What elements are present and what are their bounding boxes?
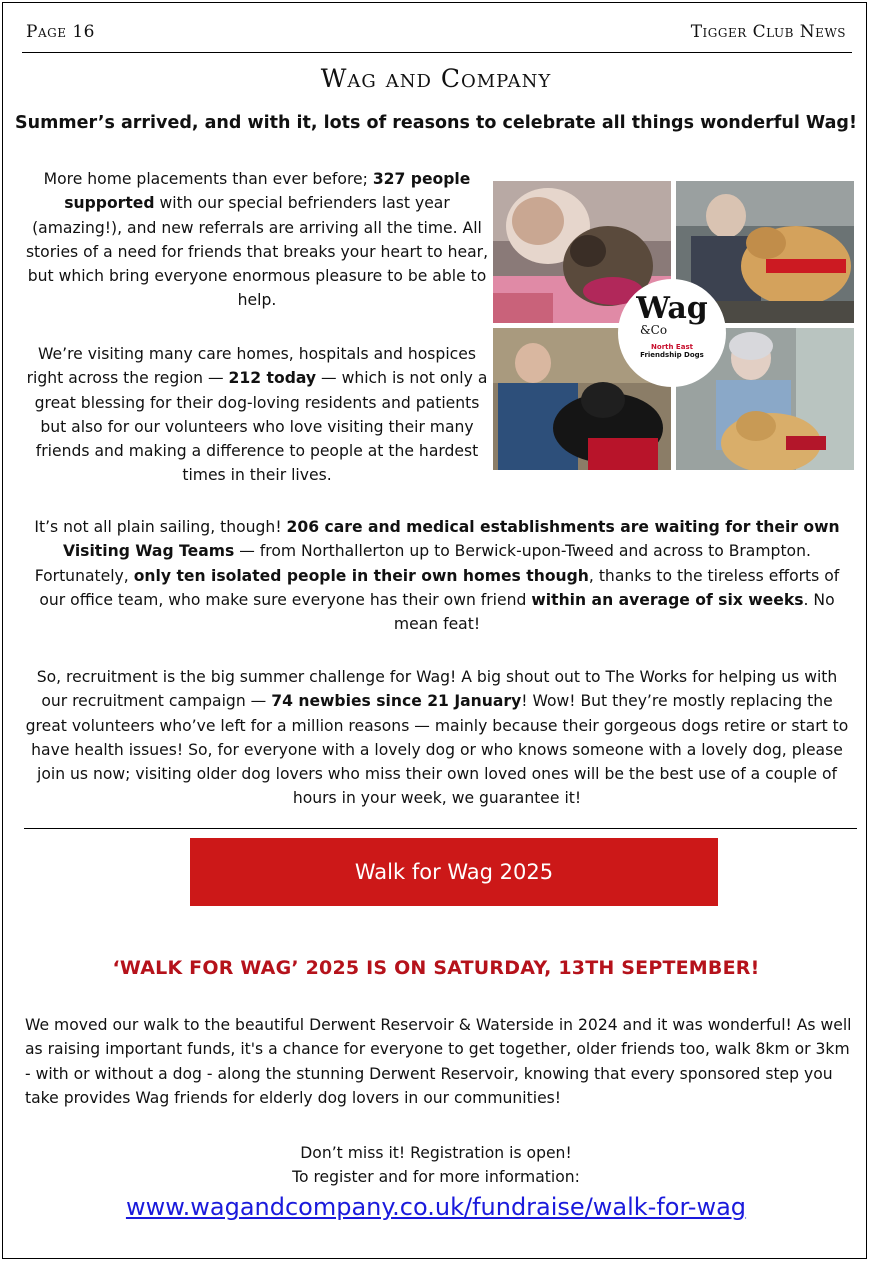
article-title: Wag and Company bbox=[320, 64, 552, 93]
paragraph-recruitment: So, recruitment is the big summer challenge for Wag! A big shout out to The Works for helping us with our recruitment campaign — 74 newbies since 21 January! Wow! But they’re mostly replacing the great volunteers who’ve left for a million reasons — mainly because their gorgeous dogs retire or start to have health issues! So, for everyone with a lovely dog or who knows someone with a lovely dog, please join us now; visiting older dog lovers who miss their own loved ones will be the best use of a couple of hours in your week, we guarantee it! bbox=[25, 668, 849, 808]
photo-collage bbox=[493, 181, 854, 470]
registration-open-text: Don’t miss it! Registration is open! bbox=[300, 1144, 572, 1162]
section-divider bbox=[24, 828, 857, 829]
walk-for-wag-link[interactable]: www.wagandcompany.co.uk/fundraise/walk-for-wag bbox=[125, 1193, 747, 1221]
paragraph-care-homes: We’re visiting many care homes, hospitals and hospices right across the region — 212 today — which is not only a great blessing for their dog-loving residents and patients but also for our volunteers who love visiting their many friends and making a difference to people at the hardest times in their lives. bbox=[26, 345, 488, 485]
newsletter-name: Tigger Club News bbox=[690, 22, 846, 42]
logo-line2: Friendship Dogs bbox=[640, 351, 704, 359]
logo-line1: North East bbox=[651, 343, 693, 351]
registration-info bbox=[0, 1141, 872, 1190]
walk-description: We moved our walk to the beautiful Derwent Reservoir & Waterside in 2024 and it was wonderful! As well as raising important funds, it's a chance for everyone to get together, older friends too, walk 8km or 3km - with or without a dog - along the stunning Derwent Reservoir, knowing that every sponsored step you take provides Wag friends for elderly dog lovers in our communities! bbox=[25, 1016, 852, 1107]
page-number: Page 16 bbox=[26, 22, 95, 42]
article-subtitle: Summer’s arrived, and with it, lots of reasons to celebrate all things wonderful Wag! bbox=[15, 113, 857, 133]
register-info-text: To register and for more information: bbox=[292, 1168, 580, 1187]
walk-date-headline: ‘WALK FOR WAG’ 2025 IS ON SATURDAY, 13TH SEPTEMBER! bbox=[112, 957, 760, 979]
walk-for-wag-banner: Walk for Wag 2025 bbox=[190, 838, 718, 906]
header-divider bbox=[22, 52, 852, 53]
paragraph-waiting-list: It’s not all plain sailing, though! 206 care and medical establishments are waiting for their own Visiting Wag Teams — from Northallerton up to Berwick-upon-Tweed and across to Brampton. Fortunately, only ten isolated people in their own homes though, thanks to the tireless efforts of our office team, who make sure everyone has their own friend within an average of six weeks. No mean feat! bbox=[34, 518, 840, 634]
wag-and-co-logo: Wag &Co North East Friendship Dogs bbox=[618, 279, 726, 387]
paragraph-placements: More home placements than ever before; 327 people supported with our special befrienders last year (amazing!), and new referrals are arriving all the time. All stories of a need for friends that breaks your heart to hear, but which bring everyone enormous pleasure to be able to help. bbox=[25, 170, 489, 310]
